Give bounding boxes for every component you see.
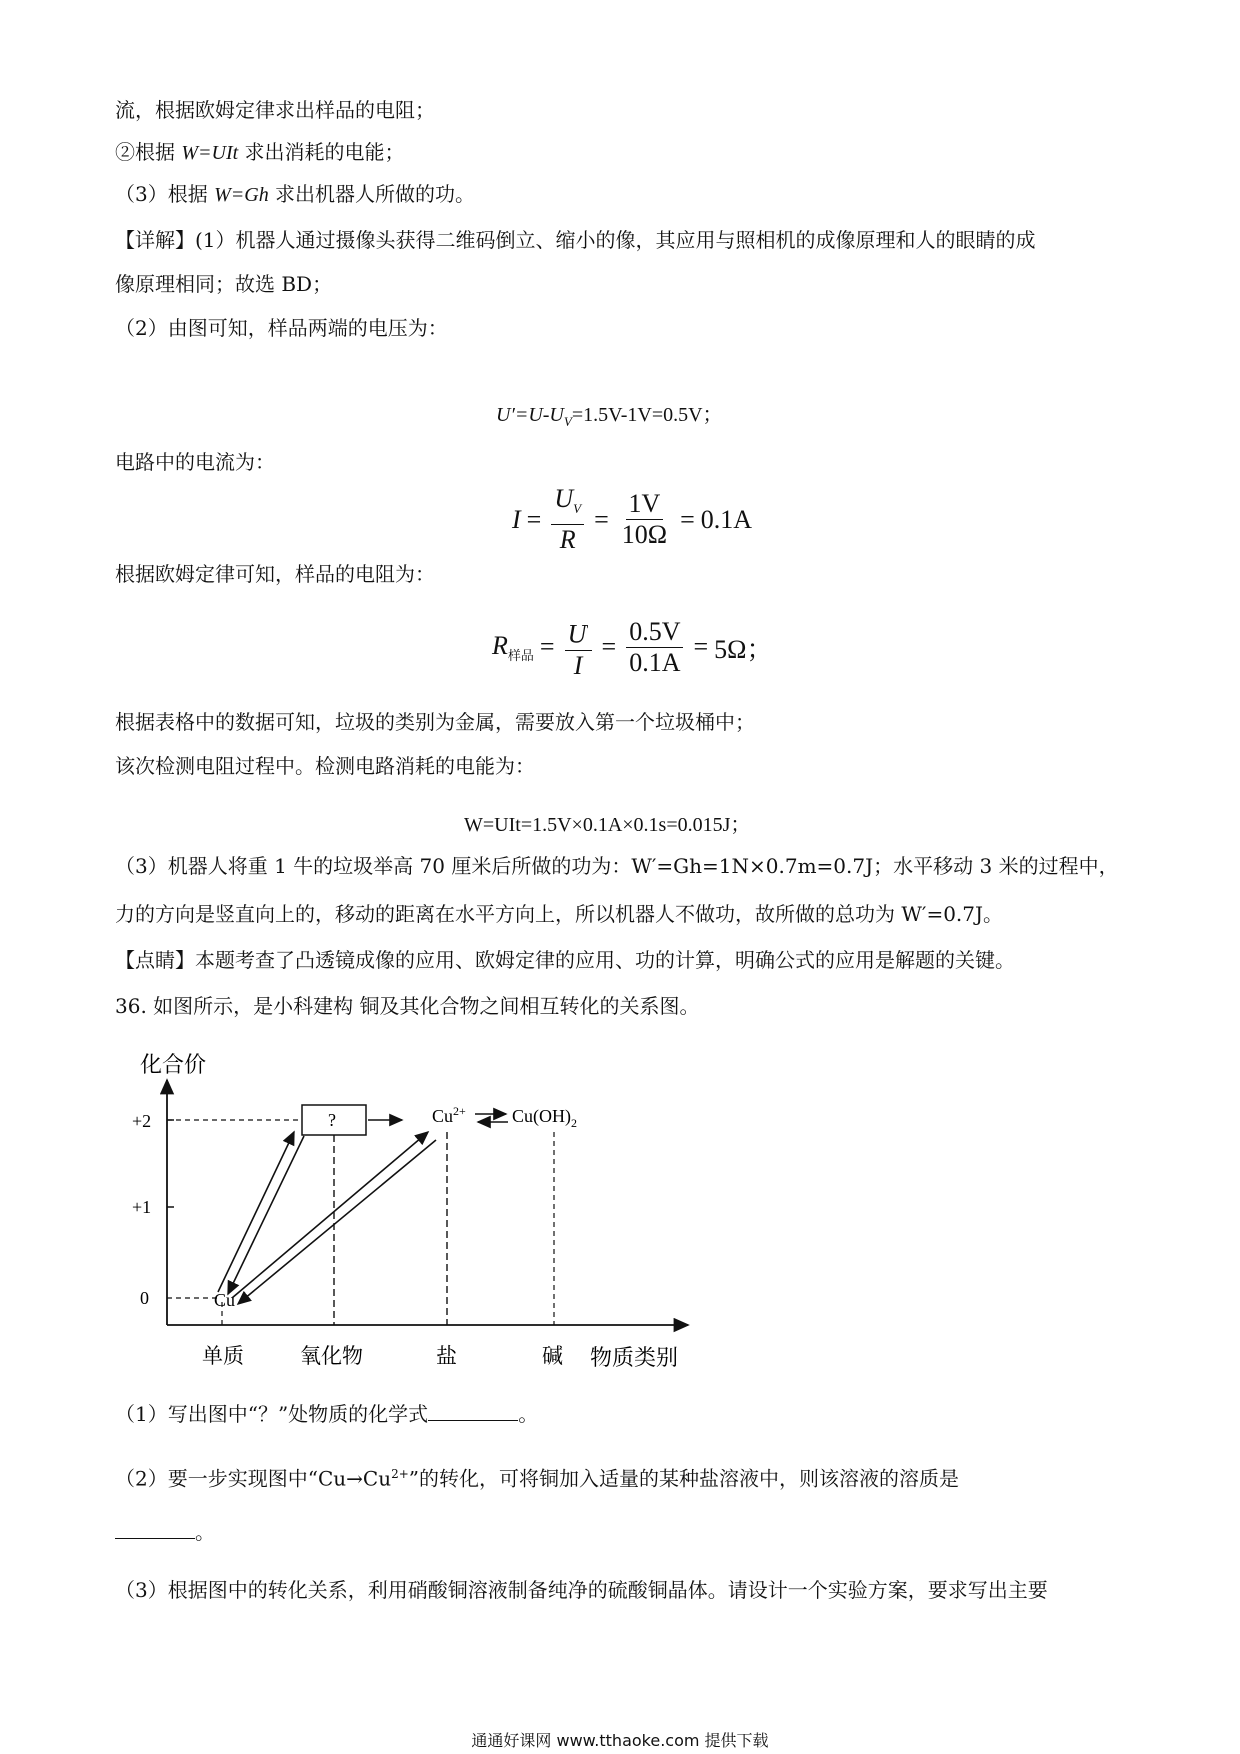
y-tick-plus2: +2 (132, 1111, 152, 1131)
equation-voltage: $U'=U-U_V=1.5V-1V=0.5V$； (496, 404, 723, 429)
copper-relationship-diagram (110, 1040, 710, 1390)
text-line-4: 【详解】(1）机器人通过摄像头获得二维码倒立、缩小的像，其应用与照相机的成像原理和人的眼睛的成 (115, 228, 1036, 252)
x-tick-salt: 盐 (436, 1344, 457, 1368)
text-line-11: （3）机器人将重 1 牛的垃圾举高 70 厘米后所做的功为：W′=Gh=1N×0.7m=0.7J；水平移动 3 米的过程中， (115, 854, 1119, 878)
equation-resistance: $R_{样品}$ = $\frac{U'}{I}$ = $\frac{0.5V}{0.1A}$ = 5Ω； (492, 616, 773, 680)
formula-w-gh: W=Gh (214, 184, 269, 206)
fraction: $\frac{U_V}{R}$ (551, 486, 584, 553)
answer-blank-2[interactable] (115, 1518, 195, 1539)
equation-current: I = $\frac{U_V}{R}$ = $\frac{1V}{10\Omega}$ = 0.1A (512, 484, 753, 555)
equation-energy: W=UIt=1.5V×0.1A×0.1s=0.015J； (464, 814, 751, 836)
arrow-cu-to-cu2 (232, 1132, 428, 1298)
formula-w-uit: W=UIt (181, 142, 239, 164)
unknown-substance-label: ? (328, 1110, 336, 1130)
question-3: （3）根据图中的转化关系，利用硝酸铜溶液制备纯净的硫酸铜晶体。请设计一个实验方案，要求写出主要 (115, 1578, 1048, 1602)
label-cu2: $Cu^{2+}$ (432, 1104, 466, 1126)
fraction: $\frac{1V}{10\Omega}$ (621, 489, 668, 550)
text-line-12: 力的方向是竖直向上的，移动的距离在水平方向上，所以机器人不做功，故所做的总功为 W′=0.7J。 (115, 902, 1004, 926)
label-cu-oh2: $Cu(OH)_2$ (512, 1106, 577, 1130)
text-line-2 (115, 138, 405, 167)
text-line-5: 像原理相同；故选 BD； (115, 272, 333, 296)
text-line-9: 根据表格中的数据可知，垃圾的类别为金属，需要放入第一个垃圾桶中； (115, 710, 755, 734)
y-tick-plus1: +1 (132, 1197, 152, 1217)
question-2: （2）要一步实现图中“$Cu\to Cu^{2+}$”的转化，可将铜加入适量的某种盐溶液中，则该溶液的溶质是 (115, 1466, 960, 1491)
text-suffix: 求出机器人所做的功。 (268, 182, 476, 206)
answer-blank-1[interactable] (428, 1400, 518, 1421)
text-line-6: （2）由图可知，样品两端的电压为： (115, 316, 448, 340)
question-1: （1）写出图中“？”处物质的化学式 。 (115, 1402, 539, 1426)
text-prefix: （3）根据 (115, 182, 215, 206)
text-line-1: 流，根据欧姆定律求出样品的电阻； (115, 98, 435, 122)
text-line-13: 【点睛】本题考查了凸透镜成像的应用、欧姆定律的应用、功的计算，明确公式的应用是解题的关键。 (115, 948, 1015, 972)
x-tick-oxide: 氧化物 (300, 1344, 363, 1368)
x-tick-elemental: 单质 (202, 1344, 244, 1368)
y-tick-zero: 0 (140, 1288, 149, 1308)
x-tick-base: 碱 (542, 1344, 563, 1368)
text-line-8: 根据欧姆定律可知，样品的电阻为： (115, 562, 435, 586)
y-axis-title: 化合价 (140, 1053, 207, 1078)
text-suffix: 求出消耗的电能； (238, 140, 405, 164)
label-cu: Cu (214, 1290, 236, 1310)
fraction: $\frac{0.5V}{0.1A}$ (626, 619, 683, 676)
page-footer: 通通好课网 www.tthaoke.com 提供下载 (471, 1731, 769, 1750)
fraction: $\frac{U'}{I}$ (565, 616, 592, 679)
text-line-7: 电路中的电流为： (115, 450, 275, 474)
x-axis-title: 物质类别 (590, 1346, 679, 1371)
question-2-answer-line: 。 (115, 1518, 215, 1546)
question-36-heading: 36. 如图所示，是小科建构 铜及其化合物之间相互转化的关系图。 (115, 994, 700, 1018)
text-line-10: 该次检测电阻过程中。检测电路消耗的电能为： (115, 754, 535, 778)
arrow-box-to-cu (228, 1136, 304, 1294)
text-prefix: ②根据 (115, 140, 182, 164)
arrow-cu2-to-cu (238, 1140, 436, 1304)
text-line-3 (115, 180, 475, 209)
